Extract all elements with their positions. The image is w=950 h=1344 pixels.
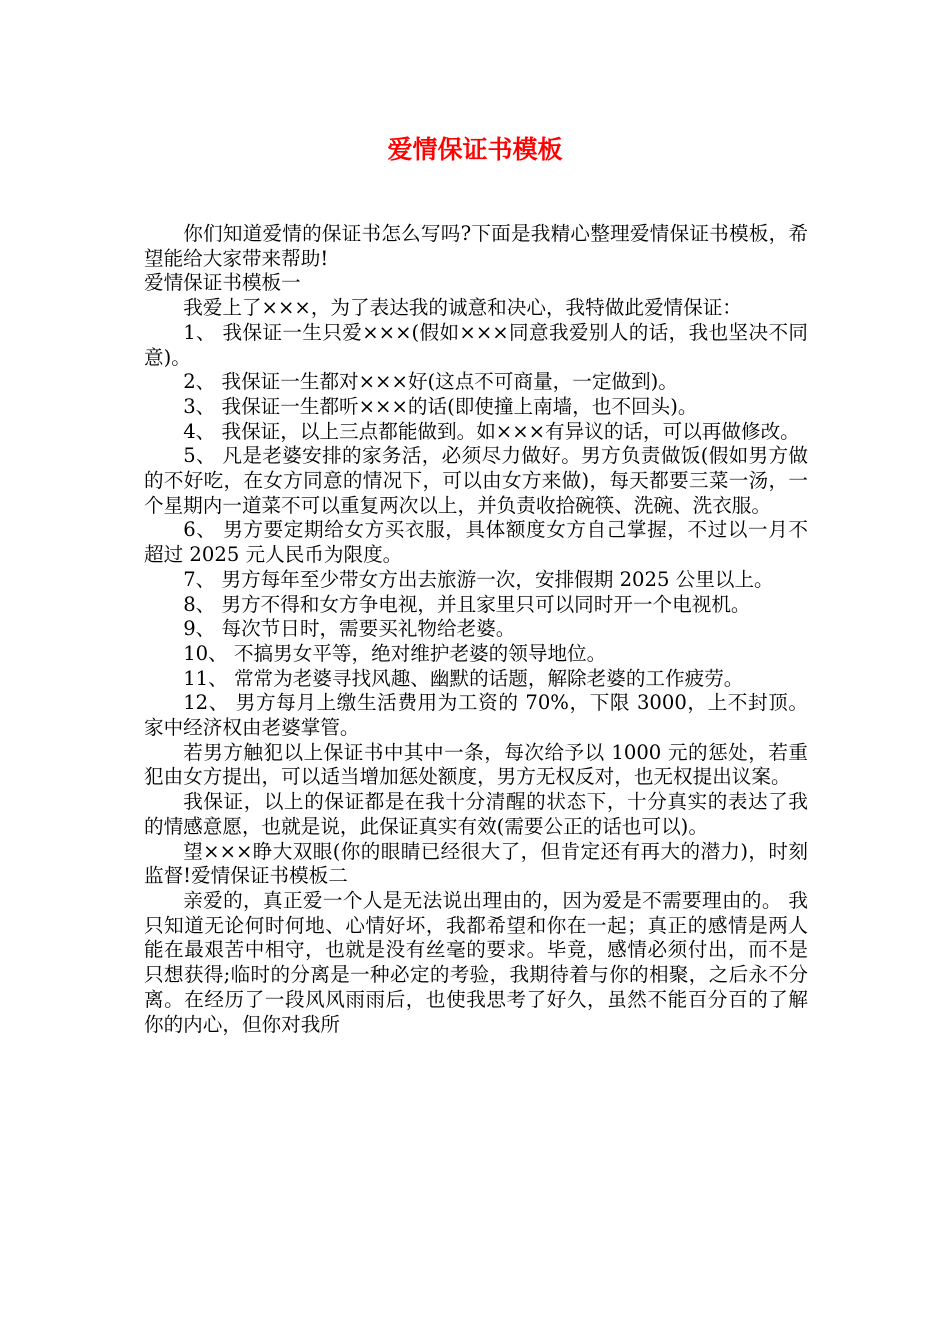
pledge-item-3: 3、 我保证一生都听×××的话(即使撞上南墙，也不回头)。 [183, 394, 698, 418]
document-title: 爱情保证书模板 [387, 135, 563, 164]
document-body [144, 222, 808, 1037]
pledge-item-10: 10、 不搞男女平等，绝对维护老婆的领导地位。 [183, 641, 607, 665]
pledge-item-4: 4、 我保证，以上三点都能做到。如×××有异议的话，可以再做修改。 [183, 419, 800, 443]
pledge-item-12: 12、 男方每月上缴生活费用为工资的 70%，下限 3000，上不封顶。家中经济权由老婆掌管。 [144, 691, 808, 740]
pledge-item-1: 1、 我保证一生只爱×××(假如×××同意我爱别人的话，我也坚决不同意)。 [144, 320, 808, 369]
pledge-item-2: 2、 我保证一生都对×××好(这点不可商量，一定做到)。 [183, 370, 678, 394]
template-two-paragraph: 亲爱的，真正爱一个人是无法说出理由的，因为爱是不需要理由的。 我只知道无论何时何地、心情好坏，我都希望和你在一起；真正的感情是两人能在最艰苦中相守，也就是没有丝毫的要求。毕竟，感情必须付出，而不是只想获得;临时的分离是一种必定的考验，我期待着与你的相聚，之后永不分离。在经历了一段风风雨雨后，也使我思考了好久，虽然不能百分百的了解你的内心，但你对我所 [144, 888, 808, 1036]
pledge-item-6: 6、 男方要定期给女方买衣服，具体额度女方自己掌握，不过以一月不超过 2025 元人民币为限度。 [144, 518, 808, 567]
intro-paragraph: 你们知道爱情的保证书怎么写吗?下面是我精心整理爱情保证书模板，希望能给大家带来帮助! [144, 222, 808, 270]
section-heading-one: 爱情保证书模板一 [144, 271, 301, 295]
pledge-item-7: 7、 男方每年至少带女方出去旅游一次，安排假期 2025 公里以上。 [183, 567, 774, 591]
pledge-opening: 我爱上了×××，为了表达我的诚意和决心，我特做此爱情保证： [183, 296, 742, 320]
pledge-item-5: 5、 凡是老婆安排的家务活，必须尽力做好。男方负责做饭(假如男方做的不好吃，在女方同意的情况下，可以由女方来做)，每天都要三菜一汤，一个星期内一道菜不可以重复两次以上，并负责收拾碗筷、洗碗、洗衣服。 [144, 444, 808, 517]
pledge-item-9: 9、 每次节日时，需要买礼物给老婆。 [183, 617, 516, 641]
penalty-paragraph: 若男方触犯以上保证书中其中一条，每次给予以 1000 元的惩处，若重犯由女方提出，可以适当增加惩处额度，男方无权反对，也无权提出议案。 [144, 740, 808, 789]
pledge-item-8: 8、 男方不得和女方争电视，并且家里只可以同时开一个电视机。 [183, 592, 751, 616]
supervision-paragraph: 望×××睁大双眼(你的眼睛已经很大了，但肯定还有再大的潜力)，时刻监督!爱情保证书模板二 [144, 839, 808, 888]
validity-paragraph: 我保证，以上的保证都是在我十分清醒的状态下，十分真实的表达了我的情感意愿，也就是说，此保证真实有效(需要公正的话也可以)。 [144, 790, 808, 838]
pledge-item-11: 11、 常常为老婆寻找风趣、幽默的话题，解除老婆的工作疲劳。 [183, 666, 744, 690]
